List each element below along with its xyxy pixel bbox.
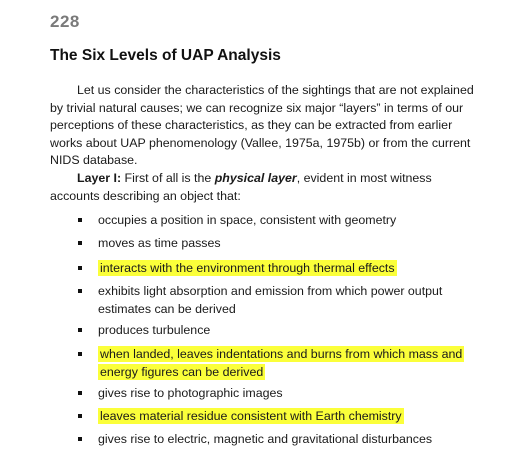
highlighted-text: interacts with the environment through thermal effects bbox=[100, 261, 395, 275]
list-item bbox=[78, 235, 478, 253]
list-item bbox=[78, 260, 478, 278]
section-title: The Six Levels of UAP Analysis bbox=[50, 47, 281, 64]
list-item-text bbox=[98, 260, 478, 278]
layer-text-part-2: , evident in most witness accounts describing an object that: bbox=[50, 171, 432, 203]
list-item-text bbox=[98, 385, 478, 403]
list-item-label: exhibits light absorption and emission from which power output estimates can be derived bbox=[98, 284, 443, 316]
bullet-icon bbox=[78, 437, 82, 441]
layer-lead: Layer I: bbox=[77, 171, 122, 185]
page-number: 228 bbox=[50, 12, 80, 31]
bullet-icon bbox=[78, 391, 82, 395]
bullet-icon bbox=[78, 241, 82, 245]
layer-text-part-1: First of all is the bbox=[121, 171, 215, 185]
bullet-icon bbox=[78, 352, 82, 356]
list-item bbox=[78, 283, 478, 318]
list-item-label: occupies a position in space, consistent with geometry bbox=[98, 213, 397, 227]
bullet-icon bbox=[78, 289, 82, 293]
bullet-icon bbox=[78, 218, 82, 222]
list-item-label: moves as time passes bbox=[98, 236, 221, 250]
list-item-text bbox=[98, 235, 478, 253]
list-item-label: gives rise to electric, magnetic and gravitational disturbances bbox=[98, 432, 433, 446]
list-item bbox=[78, 322, 478, 340]
list-item-label: gives rise to photographic images bbox=[98, 386, 283, 400]
list-item-text bbox=[98, 431, 478, 449]
list-item bbox=[78, 385, 478, 403]
list-item bbox=[78, 431, 478, 449]
list-item-text bbox=[98, 346, 478, 381]
list-item-text bbox=[98, 408, 478, 426]
layer-one-paragraph bbox=[50, 170, 480, 205]
highlighted-text: leaves material residue consistent with Earth chemistry bbox=[100, 409, 402, 423]
list-item-text bbox=[98, 283, 478, 318]
highlighted-text: when landed, leaves indentations and burns from which mass and energy figures can be derived bbox=[100, 347, 463, 379]
list-item bbox=[78, 346, 478, 381]
layer-emphasis: physical layer bbox=[214, 171, 297, 185]
intro-paragraph: Let us consider the characteristics of the sightings that are not explained by trivial natural causes; we can recognize six major “layers” in terms of our perceptions of these characteristics, as they can be extracted from earlier works about UAP phenomenology (Vallee, 1975a, 1975b) or from the current NIDS database. bbox=[50, 83, 474, 167]
list-item bbox=[78, 212, 478, 230]
list-item-text bbox=[98, 322, 478, 340]
bullet-icon bbox=[78, 328, 82, 332]
list-item-text bbox=[98, 212, 478, 230]
bullet-icon bbox=[78, 414, 82, 418]
list-item bbox=[78, 408, 478, 426]
bullet-icon bbox=[78, 266, 82, 270]
list-item-label: produces turbulence bbox=[98, 323, 211, 337]
